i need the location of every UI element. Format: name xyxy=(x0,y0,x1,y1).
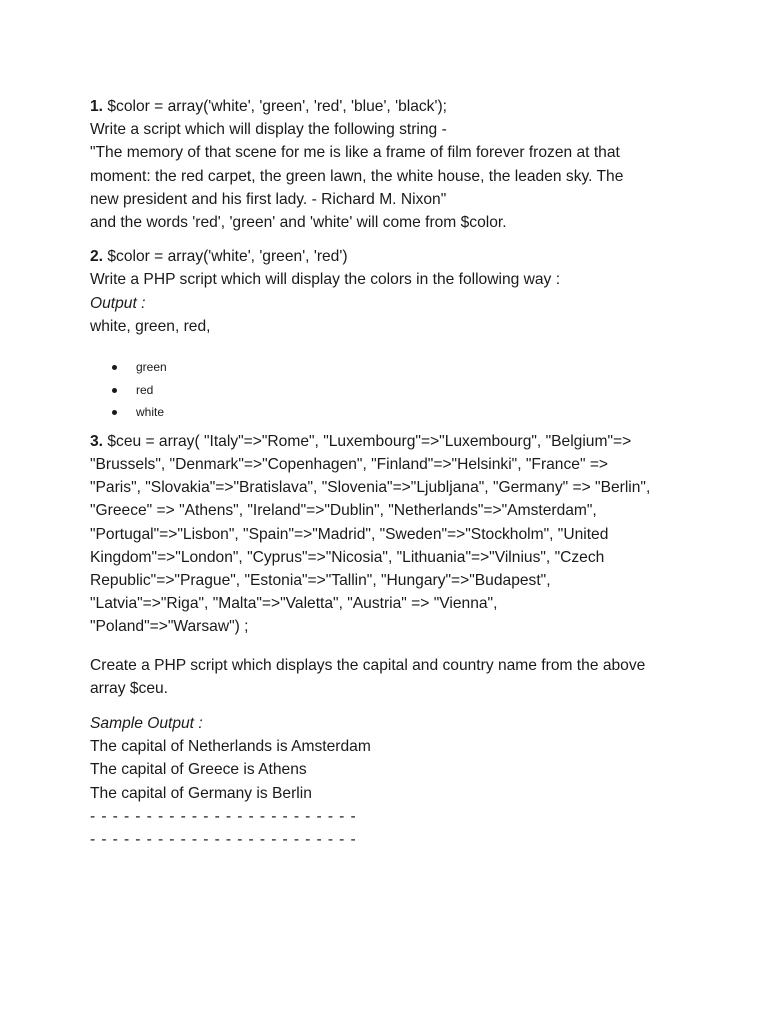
document-page xyxy=(90,95,730,851)
question-1 xyxy=(90,95,730,234)
question-3-code-line: "Paris", "Slovakia"=>"Bratislava", "Slovenia"=>"Ljubljana", "Germany" => "Berlin", xyxy=(90,479,651,497)
question-1-line: new president and his first lady. - Richard M. Nixon" xyxy=(90,190,447,208)
output-line: white, green, red, xyxy=(90,317,211,335)
question-2-number: 2. xyxy=(90,248,104,266)
question-3-code-line: Kingdom"=>"London", "Cyprus"=>"Nicosia", "Lithuania"=>"Vilnius", "Czech xyxy=(90,548,605,566)
list-item-label: green xyxy=(136,360,167,375)
sample-output-line: The capital of Greece is Athens xyxy=(90,761,307,779)
question-3-code-line: Republic"=>"Prague", "Estonia"=>"Tallin", "Hungary"=>"Budapest", xyxy=(90,572,551,590)
list-item xyxy=(90,401,730,424)
list-item xyxy=(90,379,730,402)
question-3-number: 3. xyxy=(90,432,104,450)
sample-output-line: The capital of Netherlands is Amsterdam xyxy=(90,738,371,756)
sample-output-line: The capital of Germany is Berlin xyxy=(90,784,312,802)
bullet-icon xyxy=(112,365,117,370)
output-label: Output : xyxy=(90,294,146,312)
question-1-line: "The memory of that scene for me is like a frame of film forever frozen at that xyxy=(90,144,620,162)
question-3 xyxy=(90,430,730,851)
question-3-code-line: "Latvia"=>"Riga", "Malta"=>"Valetta", "Austria" => "Vienna", xyxy=(90,595,498,613)
question-3-code-line: "Poland"=>"Warsaw") ; xyxy=(90,618,249,636)
question-2 xyxy=(90,245,730,430)
question-1-line: moment: the red carpet, the green lawn, the white house, the leaden sky. The xyxy=(90,167,624,185)
question-3-instruction: Create a PHP script which displays the capital and country name from the above xyxy=(90,656,646,674)
list-item xyxy=(90,356,730,379)
question-1-code: $color = array('white', 'green', 'red', 'blue', 'black'); xyxy=(103,98,447,115)
question-2-header xyxy=(90,245,730,268)
list-item-label: white xyxy=(136,405,165,420)
question-3-code-line: "Portugal"=>"Lisbon", "Spain"=>"Madrid", "Sweden"=>"Stockholm", "United xyxy=(90,525,609,543)
question-3-code: $ceu = array( "Italy"=>"Rome", "Luxembourg"=>"Luxembourg", "Belgium"=> xyxy=(103,432,632,450)
question-2-code: $color = array('white', 'green', 'red') xyxy=(103,248,348,266)
question-1-line: Write a script which will display the following string - xyxy=(90,121,447,139)
list-item-label: red xyxy=(136,382,154,397)
question-2-instruction: Write a PHP script which will display the colors in the following way : xyxy=(90,271,561,289)
question-1-header xyxy=(90,95,730,118)
color-bullet-list xyxy=(90,356,730,424)
sample-output-label: Sample Output : xyxy=(90,715,203,733)
question-1-line: and the words 'red', 'green' and 'white' will come from $color. xyxy=(90,214,507,232)
bullet-icon xyxy=(112,388,117,393)
question-3-instruction: array $ceu. xyxy=(90,679,169,697)
dash-separator: - - - - - - - - - - - - - - - - - - - - - - - - xyxy=(90,807,357,825)
bullet-icon xyxy=(112,410,117,415)
question-3-code-line: "Brussels", "Denmark"=>"Copenhagen", "Finland"=>"Helsinki", "France" => xyxy=(90,456,609,474)
question-3-code-line: "Greece" => "Athens", "Ireland"=>"Dublin", "Netherlands"=>"Amsterdam", xyxy=(90,502,597,520)
question-1-number: 1. xyxy=(90,98,104,115)
dash-separator: - - - - - - - - - - - - - - - - - - - - - - - - xyxy=(90,831,357,849)
question-3-header xyxy=(90,430,730,453)
